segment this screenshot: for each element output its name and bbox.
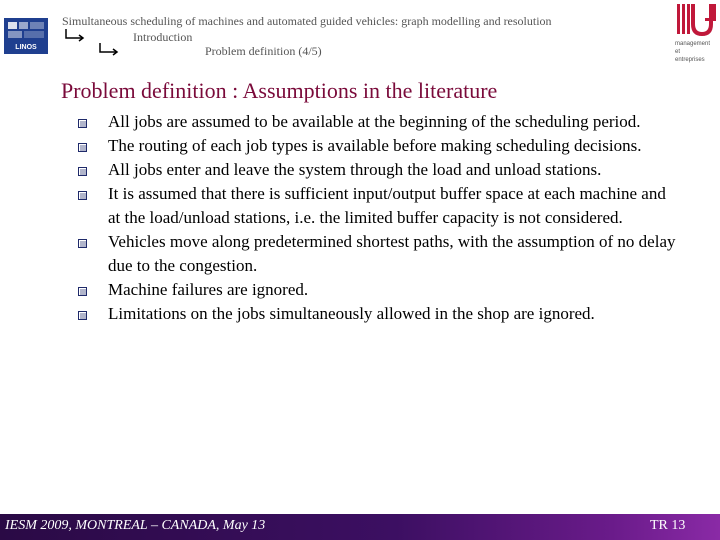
square-bullet-icon	[78, 143, 87, 152]
logo-caption-line-1: management	[675, 41, 711, 47]
linos-logo	[4, 18, 48, 54]
square-bullet-icon	[78, 119, 87, 128]
breadcrumb-arrow-icon	[98, 42, 120, 56]
bullet-text: All jobs are assumed to be available at the beginning of the scheduling period.	[108, 112, 641, 131]
breadcrumb-presentation-title: Simultaneous scheduling of machines and automated guided vehicles: graph modelling and resolution	[62, 14, 552, 28]
page-number: TR 13	[650, 518, 686, 533]
bullet-text: It is assumed that there is sufficient input/output buffer space at each machine and at the load/unload stations, i.e. the limited buffer capacity is not considered.	[108, 184, 666, 227]
square-bullet-icon	[78, 287, 87, 296]
linos-logo-text: LINOS	[15, 44, 37, 51]
bullet-text: Limitations on the jobs simultaneously allowed in the shop are ignored.	[108, 304, 595, 323]
bullet-text: All jobs enter and leave the system through the load and unload stations.	[108, 160, 602, 179]
breadcrumb-section: Introduction	[133, 30, 193, 44]
bullet-list	[78, 110, 678, 326]
bullet-text: Vehicles move along predetermined shortest paths, with the assumption of no delay due to the congestion.	[108, 232, 676, 275]
bullet-item	[78, 158, 678, 182]
bullet-text: Machine failures are ignored.	[108, 280, 309, 299]
bullet-item	[78, 110, 678, 134]
bullet-item	[78, 134, 678, 158]
bullet-item	[78, 278, 678, 302]
logo-caption-line-2: et	[675, 49, 681, 55]
footer-conference: IESM 2009, MONTREAL – CANADA, May 13	[5, 518, 266, 533]
square-bullet-icon	[78, 239, 87, 248]
breadcrumb-subsection: Problem definition (4/5)	[205, 44, 322, 58]
bullet-item	[78, 230, 678, 278]
logo-caption-line-3: entreprises	[675, 57, 705, 63]
bullet-item	[78, 302, 678, 326]
slide-title: Problem definition : Assumptions in the literature	[61, 78, 498, 103]
square-bullet-icon	[78, 311, 87, 320]
bullet-item	[78, 182, 678, 230]
footer-bar	[0, 514, 720, 540]
bullet-text: The routing of each job types is available before making scheduling decisions.	[108, 136, 642, 155]
square-bullet-icon	[78, 167, 87, 176]
breadcrumb-arrow-icon	[64, 28, 86, 42]
management-entreprises-logo	[675, 2, 719, 64]
square-bullet-icon	[78, 191, 87, 200]
